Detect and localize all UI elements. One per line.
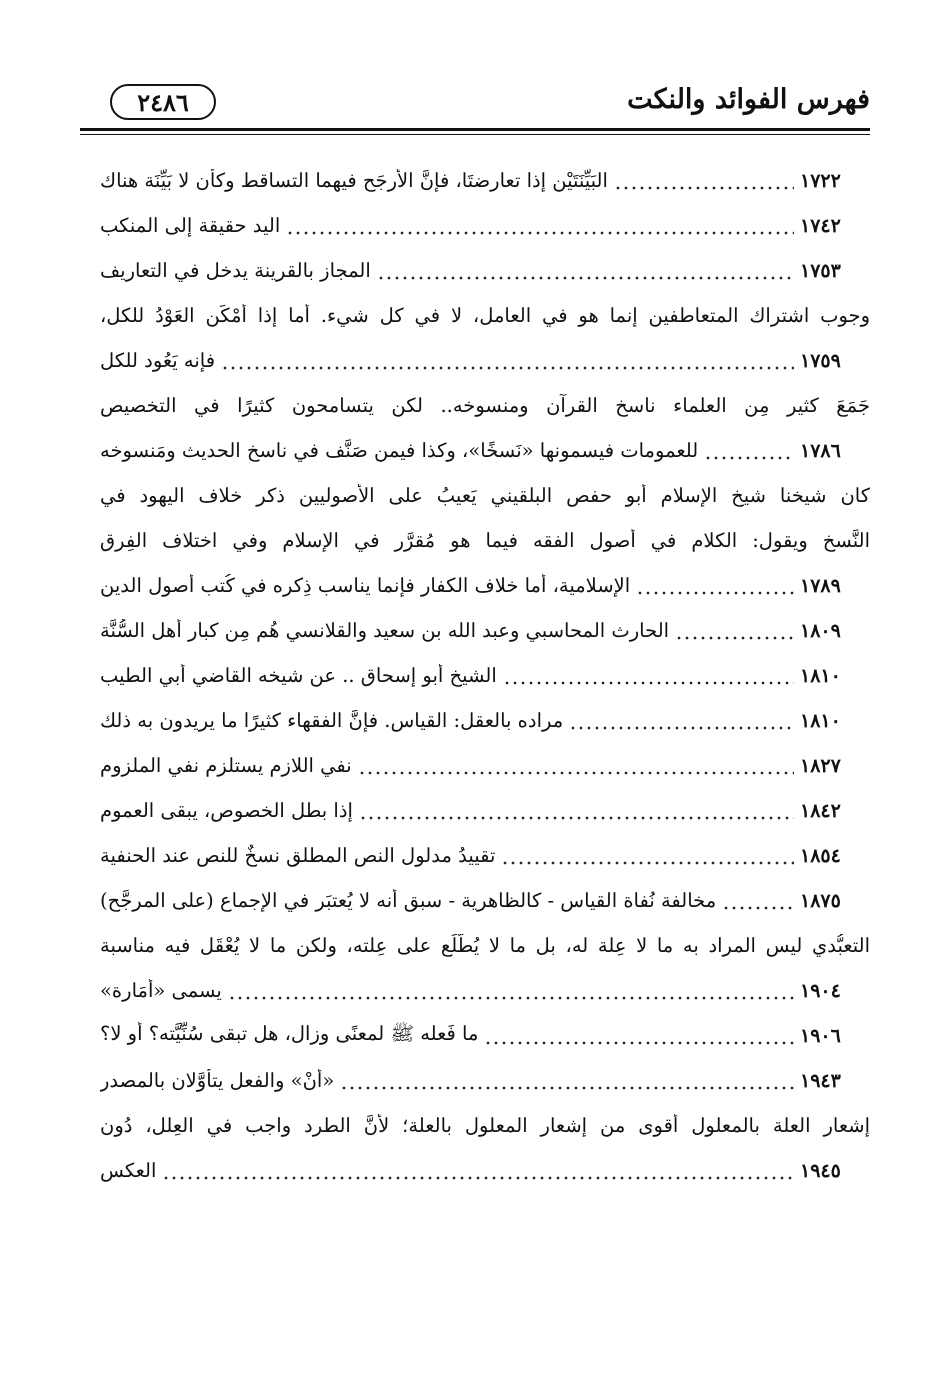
entry-text: النَّسخ ويقول: الكلام في أصول الفقه فيما هو مُقرَّر في الإسلام وفي اختلاف الفِرق xyxy=(100,529,870,552)
entry-text: يسمى «أَمَارة» xyxy=(100,979,222,1002)
entry-page-number: ١٧٢٢ xyxy=(800,169,841,192)
entry-text: مخالفة نُفاة القياس - كالظاهرية - سبق أنه لا يُعتبَر في الإجماع (على المرجَّح) xyxy=(100,889,717,912)
index-entry xyxy=(100,1148,870,1193)
entry-text: نفي اللازم يستلزم نفي الملزوم xyxy=(100,754,352,777)
index-entry xyxy=(100,563,870,608)
index-entry xyxy=(100,1013,870,1058)
index-entry xyxy=(100,248,870,293)
header-rule-thin xyxy=(80,134,870,135)
dot-leader xyxy=(228,995,794,1001)
entry-text: المجاز بالقرينة يدخل في التعاريف xyxy=(100,259,371,282)
entry-text: العكس xyxy=(100,1159,157,1182)
dot-leader xyxy=(704,455,794,461)
entry-text: ما فَعله ﷺ لمعنًى وزال، هل تبقى سُنِّيَّته؟ أو لا؟ xyxy=(100,1021,479,1045)
page-title: فهرس الفوائد والنكت xyxy=(627,84,870,115)
entry-text: للعمومات فيسمونها «نَسخًا»، وكذا فيمن صَنَّف في ناسخ الحديث ومَنسوخه xyxy=(100,439,699,462)
index-entry xyxy=(100,1058,870,1103)
index-entry xyxy=(100,473,870,518)
entry-page-number: ١٧٥٣ xyxy=(800,259,841,282)
entry-text: الشيخ أبو إسحاق .. عن شيخه القاضي أبي الطيب xyxy=(100,664,497,687)
dot-leader xyxy=(503,680,794,686)
index-entry xyxy=(100,788,870,833)
entry-page-number: ١٨٠٩ xyxy=(800,619,841,642)
index-entry xyxy=(100,968,870,1013)
index-entry xyxy=(100,293,870,338)
entry-text: «أنْ» والفعل يتأَوَّلان بالمصدر xyxy=(100,1069,335,1092)
entry-page-number: ١٨٧٥ xyxy=(800,889,841,912)
dot-leader xyxy=(636,590,794,596)
dot-leader xyxy=(501,860,794,866)
entry-text: الحارث المحاسبي وعبد الله بن سعيد والقلانسي هُم مِن كبار أهل السُّنَّة xyxy=(100,619,670,642)
index-entry xyxy=(100,518,870,563)
index-entry xyxy=(100,158,870,203)
entry-page-number: ١٩٤٥ xyxy=(800,1159,841,1182)
dot-leader xyxy=(162,1175,794,1181)
dot-leader xyxy=(359,815,794,821)
entry-page-number: ١٩٠٦ xyxy=(800,1024,841,1047)
entry-text: مراده بالعقل: القياس. فإنَّ الفقهاء كثيرًا ما يريدون به ذلك xyxy=(100,709,564,732)
entry-text: جَمَعَ كثير مِن العلماء ناسخ القرآن ومنسوخه.. لكن يتسامحون كثيرًا في التخصيص xyxy=(100,394,870,417)
dot-leader xyxy=(340,1085,794,1091)
index-entry xyxy=(100,878,870,923)
index-entry xyxy=(100,653,870,698)
index-entry xyxy=(100,698,870,743)
entry-page-number: ١٧٥٩ xyxy=(800,349,841,372)
entry-page-number: ١٧٨٦ xyxy=(800,439,841,462)
page-number-badge: ٢٤٨٦ xyxy=(110,84,216,120)
dot-leader xyxy=(675,635,794,641)
header-rule-thick xyxy=(80,128,870,131)
index-entry xyxy=(100,608,870,653)
dot-leader xyxy=(286,230,794,236)
index-entry xyxy=(100,338,870,383)
entry-page-number: ١٨١٠ xyxy=(800,709,841,732)
entry-page-number: ١٨١٠ xyxy=(800,664,841,687)
entry-page-number: ١٧٤٢ xyxy=(800,214,841,237)
entry-text: الإسلامية، أما خلاف الكفار فإنما يناسب ذِكره في كُتب أصول الدين xyxy=(100,574,631,597)
entry-page-number: ١٨٥٤ xyxy=(800,844,841,867)
entry-text: البَيِّنَتَيْن إذا تعارضتَا، فإنَّ الأرجَح فيهما التساقط وكأن لا بَيِّنَة هناك xyxy=(100,169,608,192)
dot-leader xyxy=(569,725,794,731)
dot-leader xyxy=(377,275,794,281)
entry-page-number: ١٩٠٤ xyxy=(800,979,841,1002)
index-entry xyxy=(100,1103,870,1148)
entry-text: تقييدُ مدلول النص المطلق نسخٌ للنص عند الحنفية xyxy=(100,844,496,867)
entry-text: وجوب اشتراك المتعاطفين إنما هو في العامل، لا في كل شيء. أما إذا أَمْكَن العَوْدُ للكل، xyxy=(100,304,870,327)
page-header xyxy=(80,78,870,130)
entry-page-number: ١٧٨٩ xyxy=(800,574,841,597)
entry-page-number: ١٨٢٧ xyxy=(800,754,841,777)
entry-text: اليد حقيقة إلى المنكب xyxy=(100,214,281,237)
index-entry xyxy=(100,833,870,878)
entry-page-number: ١٩٤٣ xyxy=(800,1069,841,1092)
index-entry xyxy=(100,923,870,968)
dot-leader xyxy=(358,770,794,776)
entry-text: إذا بطل الخصوص، يبقى العموم xyxy=(100,799,353,822)
index-entry xyxy=(100,203,870,248)
entry-text: التعبُّدي ليس المراد به ما لا عِلة له، بل ما لا يُطَّلَع على عِلته، ولكن ما لا يُعْقَل فيه مناسبة xyxy=(100,934,870,957)
dot-leader xyxy=(221,365,794,371)
entry-text: إشعار العلة بالمعلول أقوى من إشعار المعلول بالعلة؛ لأنَّ الطرد واجب في العِلل، دُون xyxy=(100,1114,870,1137)
index-entry xyxy=(100,743,870,788)
dot-leader xyxy=(614,185,794,191)
entry-text: فإنه يَعُود للكل xyxy=(100,349,216,372)
dot-leader xyxy=(722,905,794,911)
entry-text: كان شيخنا شيخ الإسلام أبو حفص البلقيني يَعيبُ على الأصوليين ذكر خلاف اليهود في xyxy=(100,484,870,507)
entry-page-number: ١٨٤٢ xyxy=(800,799,841,822)
index-entry xyxy=(100,383,870,428)
dot-leader xyxy=(484,1040,794,1046)
index-entry xyxy=(100,428,870,473)
index-entries xyxy=(100,158,870,1193)
